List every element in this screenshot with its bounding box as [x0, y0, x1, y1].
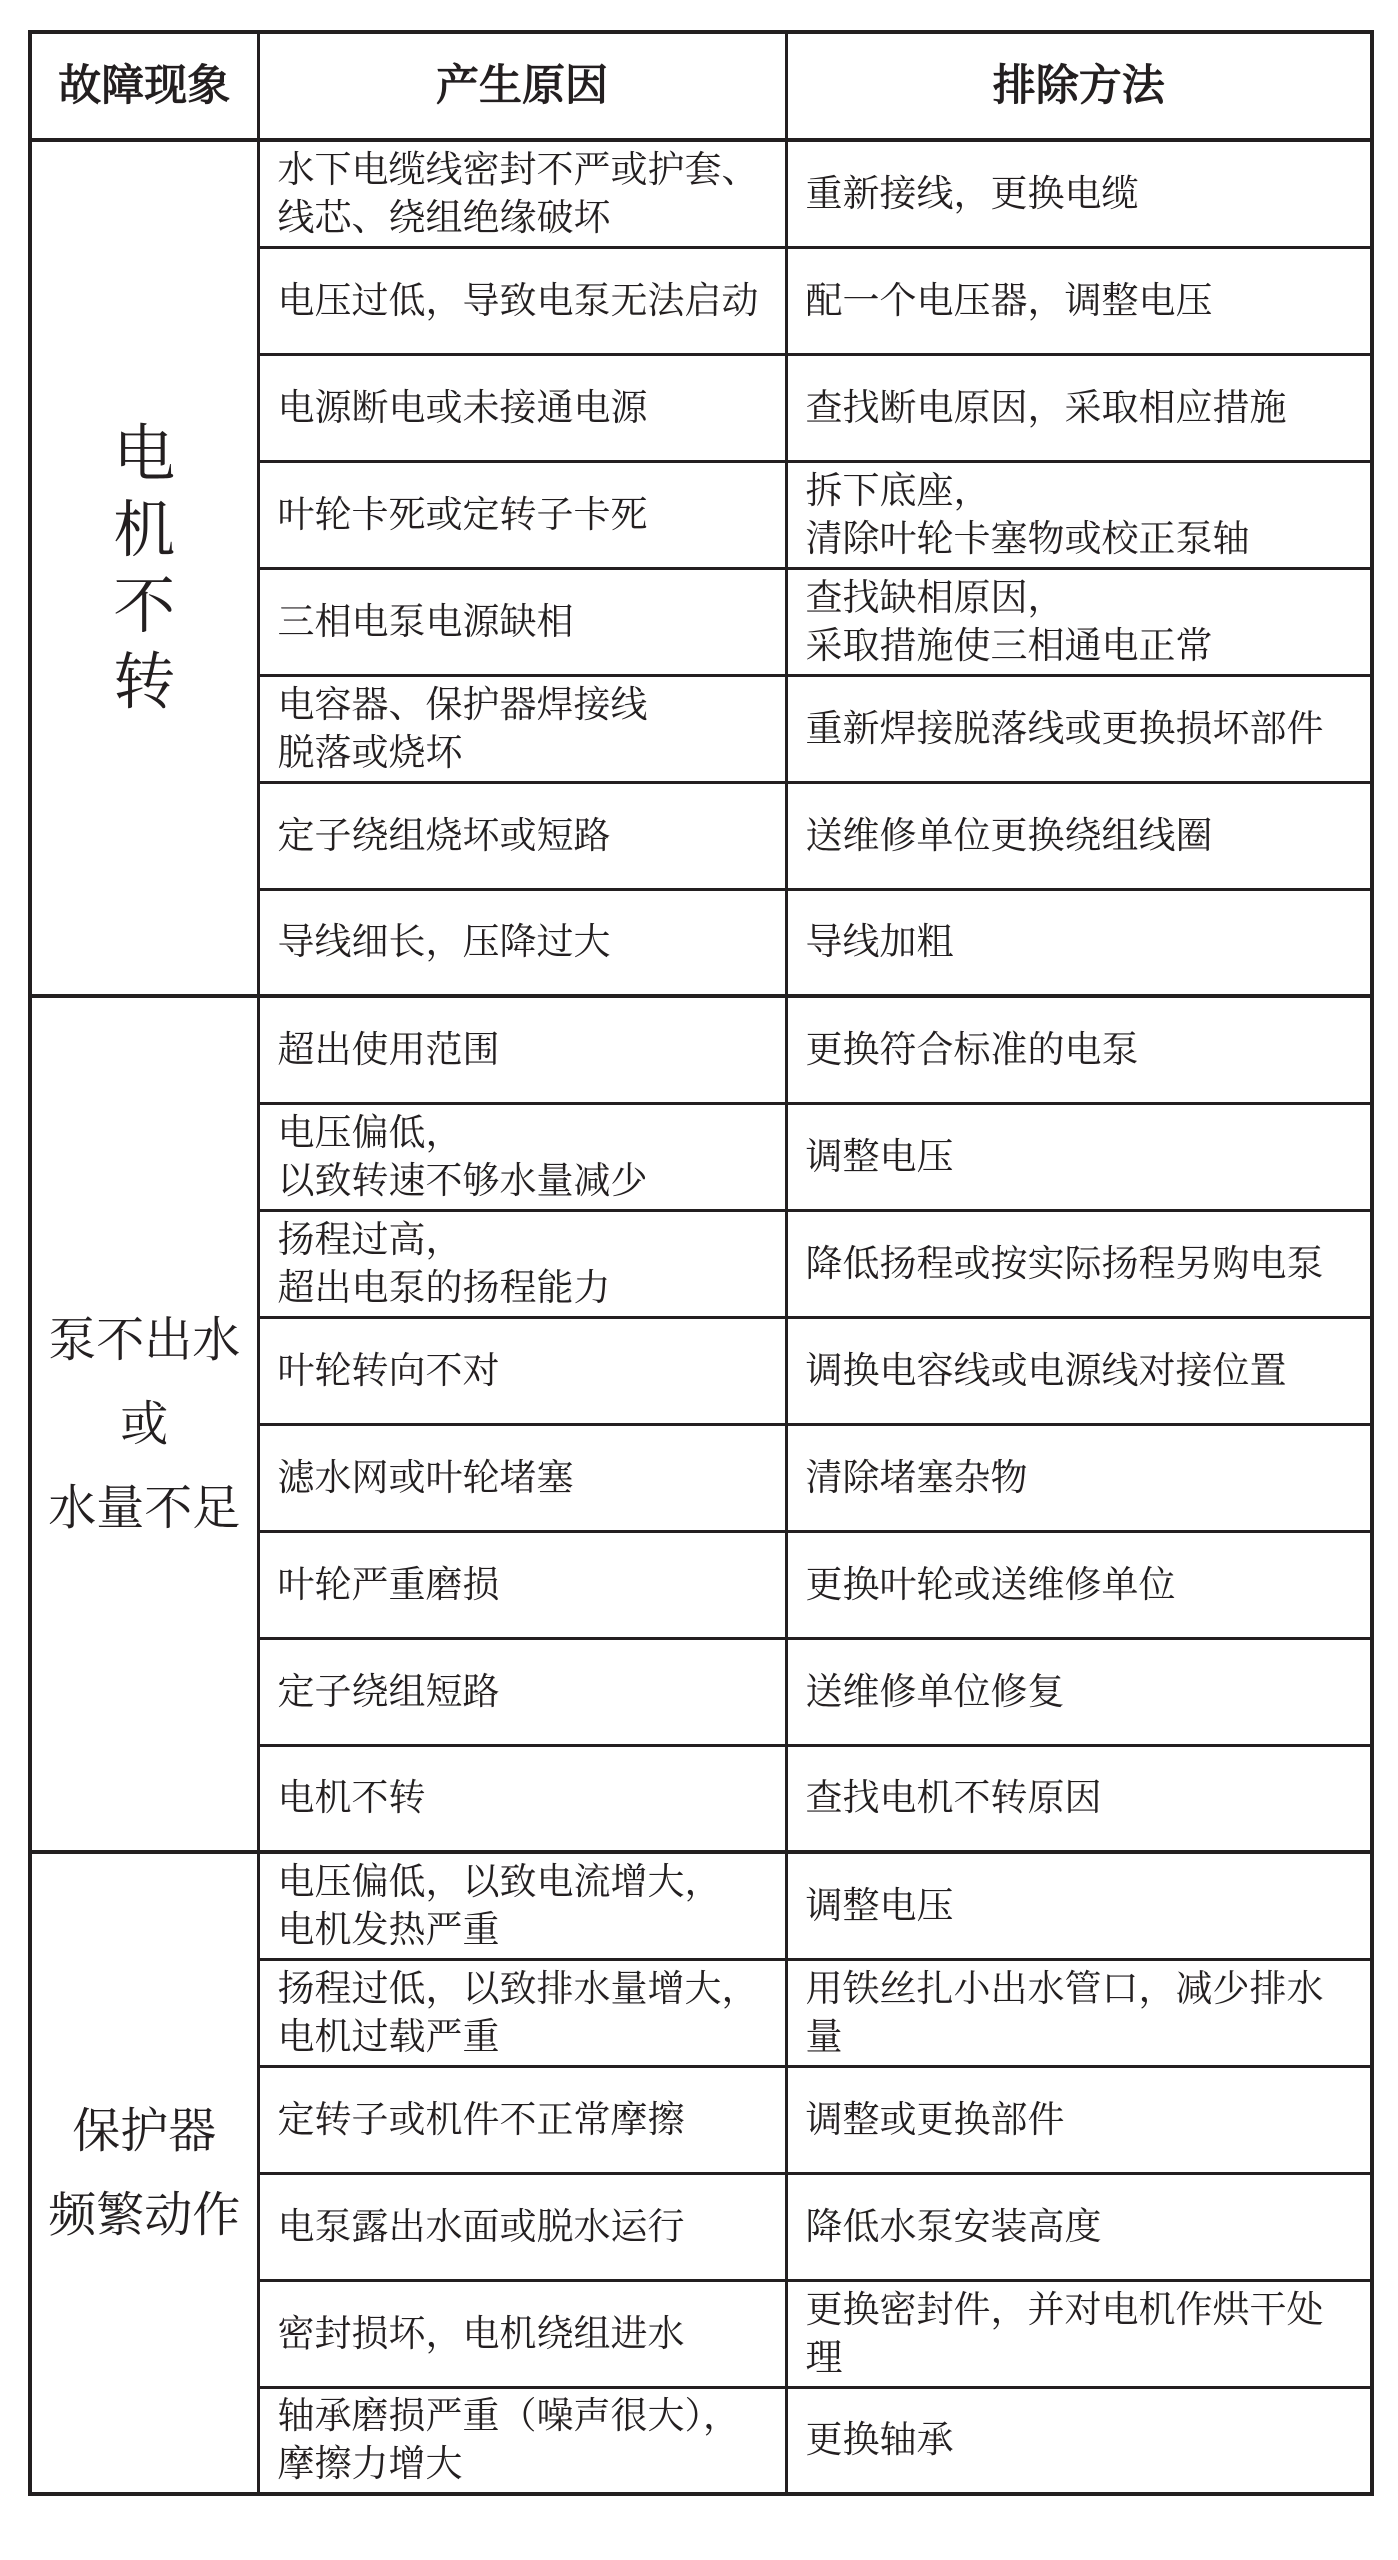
cause-cell: 电源断电或未接通电源: [258, 354, 786, 461]
cause-cell: 密封损坏，电机绕组进水: [258, 2280, 786, 2387]
cause-cell: 叶轮严重磨损: [258, 1531, 786, 1638]
remedy-cell: 送维修单位更换绕组线圈: [786, 782, 1372, 889]
remedy-cell: 调整或更换部件: [786, 2066, 1372, 2173]
header-cause: 产生原因: [258, 32, 786, 140]
cause-cell: 电泵露出水面或脱水运行: [258, 2173, 786, 2280]
remedy-cell: 更换符合标准的电泵: [786, 996, 1372, 1103]
remedy-cell: 调换电容线或电源线对接位置: [786, 1317, 1372, 1424]
remedy-cell: 调整电压: [786, 1103, 1372, 1210]
cause-cell: 电压偏低，以致电流增大， 电机发热严重: [258, 1852, 786, 1959]
fault-cell: 保护器 频繁动作: [30, 1852, 258, 2494]
remedy-cell: 查找缺相原因， 采取措施使三相通电正常: [786, 568, 1372, 675]
remedy-cell: 重新接线，更换电缆: [786, 140, 1372, 247]
cause-cell: 叶轮卡死或定转子卡死: [258, 461, 786, 568]
table-row: [30, 1852, 1372, 1959]
cause-cell: 扬程过低，以致排水量增大， 电机过载严重: [258, 1959, 786, 2066]
troubleshooting-table: [28, 30, 1374, 2496]
header-row: [30, 32, 1372, 140]
remedy-cell: 更换密封件，并对电机作烘干处理: [786, 2280, 1372, 2387]
remedy-cell: 拆下底座， 清除叶轮卡塞物或校正泵轴: [786, 461, 1372, 568]
remedy-cell: 重新焊接脱落线或更换损坏部件: [786, 675, 1372, 782]
remedy-cell: 更换轴承: [786, 2387, 1372, 2494]
cause-cell: 扬程过高， 超出电泵的扬程能力: [258, 1210, 786, 1317]
remedy-cell: 导线加粗: [786, 889, 1372, 996]
cause-cell: 超出使用范围: [258, 996, 786, 1103]
table-header: [30, 32, 1372, 140]
fault-cell: 电 机 不 转: [30, 140, 258, 996]
cause-cell: 电容器、保护器焊接线 脱落或烧坏: [258, 675, 786, 782]
cause-cell: 定子绕组短路: [258, 1638, 786, 1745]
table-row: [30, 140, 1372, 247]
remedy-cell: 降低水泵安装高度: [786, 2173, 1372, 2280]
remedy-cell: 配一个电压器，调整电压: [786, 247, 1372, 354]
cause-cell: 定转子或机件不正常摩擦: [258, 2066, 786, 2173]
header-remedy: 排除方法: [786, 32, 1372, 140]
cause-cell: 叶轮转向不对: [258, 1317, 786, 1424]
remedy-cell: 查找电机不转原因: [786, 1745, 1372, 1852]
remedy-cell: 调整电压: [786, 1852, 1372, 1959]
cause-cell: 轴承磨损严重（噪声很大）， 摩擦力增大: [258, 2387, 786, 2494]
cause-cell: 水下电缆线密封不严或护套、 线芯、绕组绝缘破坏: [258, 140, 786, 247]
cause-cell: 滤水网或叶轮堵塞: [258, 1424, 786, 1531]
remedy-cell: 用铁丝扎小出水管口，减少排水量: [786, 1959, 1372, 2066]
group-no-water-output: [30, 996, 1372, 1852]
cause-cell: 三相电泵电源缺相: [258, 568, 786, 675]
cause-cell: 导线细长，压降过大: [258, 889, 786, 996]
header-fault: 故障现象: [30, 32, 258, 140]
fault-cell: 泵不出水 或 水量不足: [30, 996, 258, 1852]
group-motor-not-running: [30, 140, 1372, 996]
remedy-cell: 送维修单位修复: [786, 1638, 1372, 1745]
group-protector-tripping: [30, 1852, 1372, 2494]
remedy-cell: 清除堵塞杂物: [786, 1424, 1372, 1531]
cause-cell: 电压过低，导致电泵无法启动: [258, 247, 786, 354]
cause-cell: 电机不转: [258, 1745, 786, 1852]
table-row: [30, 996, 1372, 1103]
cause-cell: 电压偏低， 以致转速不够水量减少: [258, 1103, 786, 1210]
troubleshooting-sheet: [28, 30, 1370, 2496]
remedy-cell: 更换叶轮或送维修单位: [786, 1531, 1372, 1638]
remedy-cell: 降低扬程或按实际扬程另购电泵: [786, 1210, 1372, 1317]
remedy-cell: 查找断电原因，采取相应措施: [786, 354, 1372, 461]
cause-cell: 定子绕组烧坏或短路: [258, 782, 786, 889]
